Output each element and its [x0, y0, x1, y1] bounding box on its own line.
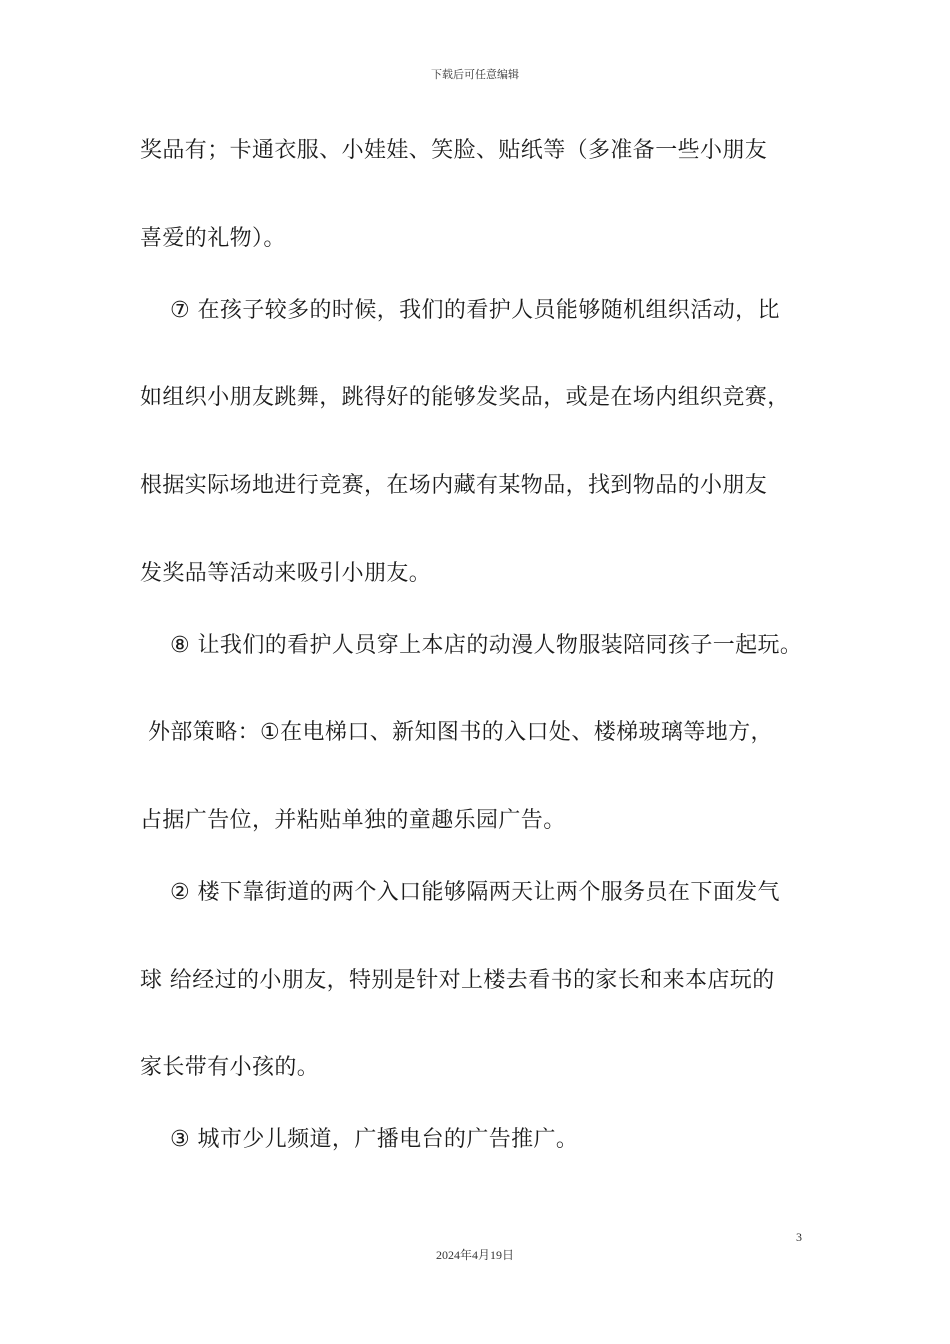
paragraph-line: ③ 城市少儿频道，广播电台的广告推广。 [170, 1127, 579, 1152]
paragraph-line: 外部策略：①在电梯口、新知图书的入口处、楼梯玻璃等地方， [148, 720, 773, 745]
paragraph-line: ② 楼下靠街道的两个入口能够隔两天让两个服务员在下面发气 [170, 880, 780, 905]
paragraph-line: 如组织小朋友跳舞，跳得好的能够发奖品，或是在场内组织竞赛， [140, 385, 790, 410]
paragraph-line: ⑧ 让我们的看护人员穿上本店的动漫人物服装陪同孩子一起玩。 [170, 633, 803, 658]
paragraph-line: 发奖品等活动来吸引小朋友。 [140, 561, 432, 586]
paragraph-line: ⑦ 在孩子较多的时候，我们的看护人员能够随机组织活动，比 [170, 298, 780, 323]
paragraph-line: 根据实际场地进行竞赛，在场内藏有某物品，找到物品的小朋友 [140, 473, 768, 498]
page-header: 下载后可任意编辑 [431, 68, 519, 81]
paragraph-line: 占据广告位，并粘贴单独的童趣乐园广告。 [140, 808, 566, 833]
paragraph-line: 奖品有；卡通衣服、小娃娃、笑脸、贴纸等（多准备一些小朋友 [140, 138, 768, 163]
page-number: 3 [796, 1230, 802, 1244]
page-footer-date: 2024年4月19日 [435, 1248, 514, 1262]
paragraph-line: 喜爱的礼物）。 [140, 226, 286, 251]
paragraph-line: 球 给经过的小朋友，特别是针对上楼去看书的家长和来本店玩的 [140, 968, 775, 993]
paragraph-line: 家长带有小孩的。 [140, 1055, 320, 1080]
